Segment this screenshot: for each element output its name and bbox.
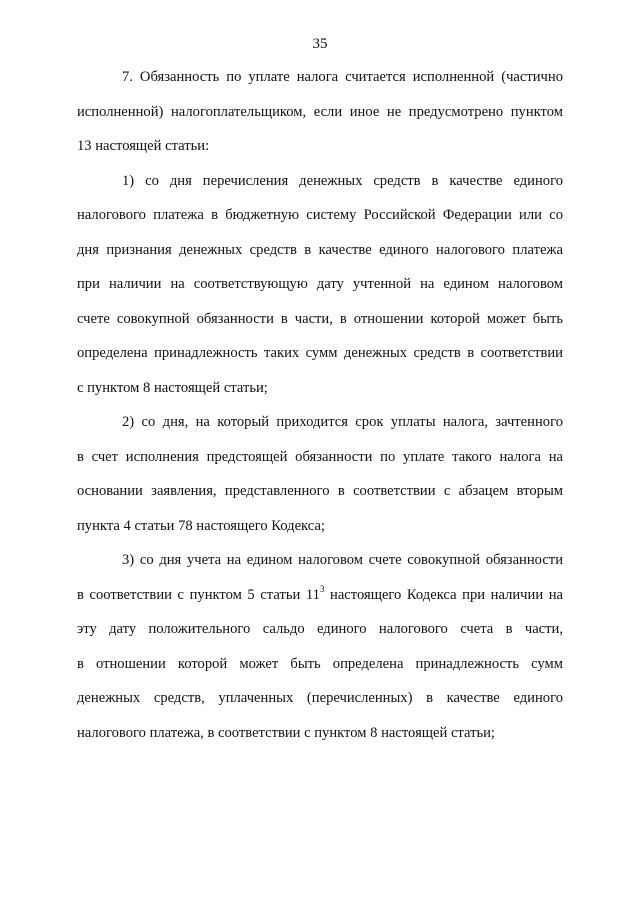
text-line: денежных средств, уплаченных (перечисленных) в качестве единого	[77, 690, 563, 706]
text-line: налогового платежа в бюджетную систему Российской Федерации или со	[77, 207, 563, 223]
text-line: эту дату положительного сальдо единого налогового счета в части,	[77, 621, 563, 637]
text-line: в счет исполнения предстоящей обязанности по уплате такого налога на	[77, 448, 563, 465]
text-line: пункта 4 статьи 78 настоящего Кодекса;	[77, 517, 325, 534]
page-number: 35	[312, 36, 328, 52]
text-line: 1) со дня перечисления денежных средств в качестве единого	[122, 172, 563, 189]
text-line: в отношении которой может быть определена принадлежность сумм	[77, 655, 563, 672]
text-line: 3) со дня учета на едином налоговом счете совокупной обязанности	[122, 552, 563, 568]
document-body	[77, 60, 563, 750]
text-line-with-superscript	[77, 578, 563, 613]
subparagraph-3	[77, 543, 563, 750]
subparagraph-2	[77, 405, 563, 543]
text-line: определена принадлежность таких сумм денежных средств в соответствии	[77, 345, 563, 361]
text-line: 2) со дня, на который приходится срок уплаты налога, зачтенного	[122, 414, 563, 430]
text-fragment: настоящего Кодекса при наличии на	[324, 586, 563, 603]
text-line: 7. Обязанность по уплате налога считается исполненной (частично	[122, 69, 563, 85]
paragraph-7	[77, 60, 563, 164]
text-line: с пунктом 8 настоящей статьи;	[77, 379, 268, 396]
text-line: 13 настоящей статьи:	[77, 138, 210, 154]
text-line: основании заявления, представленного в соответствии с абзацем вторым	[77, 483, 563, 499]
text-line: дня признания денежных средств в качестве единого налогового платежа	[77, 241, 563, 258]
text-fragment: в соответствии с пунктом 5 статьи 11	[77, 586, 320, 603]
text-line: при наличии на соответствующую дату учтенной на едином налоговом	[77, 276, 563, 292]
text-line: исполненной) налогоплательщиком, если иное не предусмотрено пунктом	[77, 103, 563, 120]
superscript: 3	[319, 583, 325, 594]
text-line: налогового платежа, в соответствии с пунктом 8 настоящей статьи;	[77, 724, 495, 741]
subparagraph-1	[77, 164, 563, 406]
text-line: счете совокупной обязанности в части, в отношении которой может быть	[77, 310, 563, 327]
